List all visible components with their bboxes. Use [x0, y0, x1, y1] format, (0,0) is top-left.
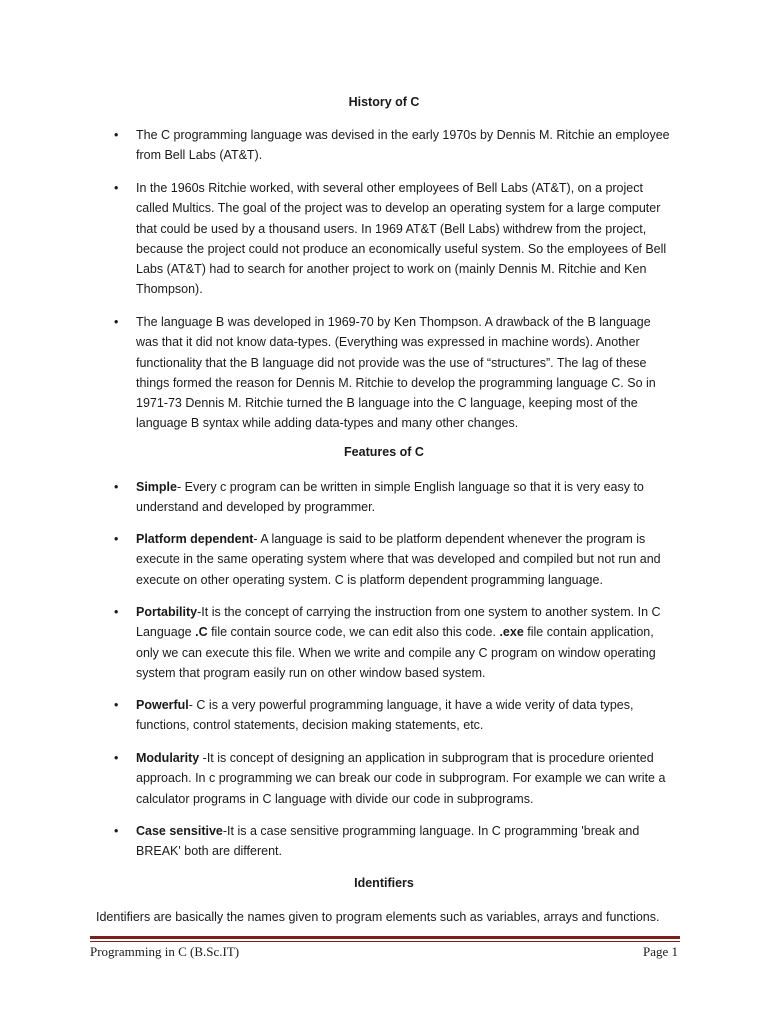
feature-text: -It is a case sensitive programming language. In C programming 'break and BREAK' both are different. [136, 824, 640, 859]
footer-rule-thin [90, 941, 680, 942]
list-item [114, 821, 676, 862]
bullet-icon: • [114, 532, 119, 546]
bullet-icon: • [114, 480, 119, 494]
list-item [114, 748, 676, 809]
list-item [114, 125, 676, 166]
feature-term: Platform dependent [136, 532, 254, 546]
feature-text: - Every c program can be written in simple English language so that it is very easy to understand and developed by programmer. [136, 480, 644, 515]
feature-term: Powerful [136, 698, 189, 712]
feature-text: - C is a very powerful programming language, it have a wide verity of data types, functions, control statements, decision making statements, etc. [136, 698, 634, 733]
history-item-text: The language B was developed in 1969-70 by Ken Thompson. A drawback of the B language was that it did not know data-types. (Everything was expressed in machine words). Another functionality that the B language did not provide was the use of “structures”. The lag of these things formed the reason for Dennis M. Ritchie to develop the programming language C. So in 1971-73 Dennis M. Ritchie turned the B language into the C language, keeping most of the language B syntax while adding data-types and many other changes. [136, 315, 656, 431]
feature-text: -It is concept of designing an application in subprogram that is procedure oriented approach. In c programming we can break our code in subprogram. For example we can write a calculator programs in C language with divide our code in subprograms. [136, 751, 666, 806]
bullet-icon: • [114, 698, 119, 712]
feature-term: Simple [136, 480, 177, 494]
feature-term: Portability [136, 605, 198, 619]
bullet-icon: • [114, 751, 119, 765]
history-item-text: The C programming language was devised in the early 1970s by Dennis M. Ritchie an employee from Bell Labs (AT&T). [136, 128, 670, 163]
history-item-text: In the 1960s Ritchie worked, with several other employees of Bell Labs (AT&T), on a project called Multics. The goal of the project was to develop an operating system for a large computer that could be used by a thousand users. In 1969 AT&T (Bell Labs) withdrew from the project, because the project could not produce an economically useful system. So the employees of Bell Labs (AT&T) had to search for another project to work on (mainly Dennis M. Ritchie and Ken Thompson). [136, 181, 667, 297]
identifiers-heading: Identifiers [354, 876, 414, 890]
list-item [114, 477, 676, 518]
history-heading: History of C [348, 95, 420, 109]
bullet-icon: • [114, 181, 119, 195]
list-item [114, 312, 676, 434]
feature-text: file contain application, only we can execute this file. When we write and compile any C program on window operating system that program easily run on other window based system. [136, 625, 656, 680]
list-item [114, 602, 676, 683]
footer-course-title: Programming in C (B.Sc.IT) [90, 944, 240, 959]
bullet-icon: • [114, 315, 119, 329]
features-heading: Features of C [344, 445, 424, 459]
bullet-icon: • [114, 605, 119, 619]
bullet-icon: • [114, 128, 119, 142]
bullet-icon: • [114, 824, 119, 838]
feature-text: - A language is said to be platform dependent whenever the program is execute in the same operating system where that was developed and compiled but not run and execute on other operating system. C is platform dependent programming language. [136, 532, 661, 587]
feature-term: Modularity [136, 751, 200, 765]
feature-text: file contain source code, we can edit also this code. [207, 625, 500, 640]
list-item [114, 695, 676, 736]
list-item [114, 178, 676, 300]
feature-inline-bold: .C [195, 625, 208, 640]
footer-rule [90, 936, 680, 939]
feature-term: Case sensitive [136, 824, 223, 838]
feature-text: -It is the concept of carrying the instruction from one system to another system. In C Language [136, 605, 661, 640]
list-item [114, 529, 676, 590]
footer-page-number: Page 1 [642, 944, 678, 959]
feature-inline-bold: .exe [499, 625, 524, 640]
identifiers-paragraph: Identifiers are basically the names given to program elements such as variables, arrays and functions. [96, 910, 660, 924]
